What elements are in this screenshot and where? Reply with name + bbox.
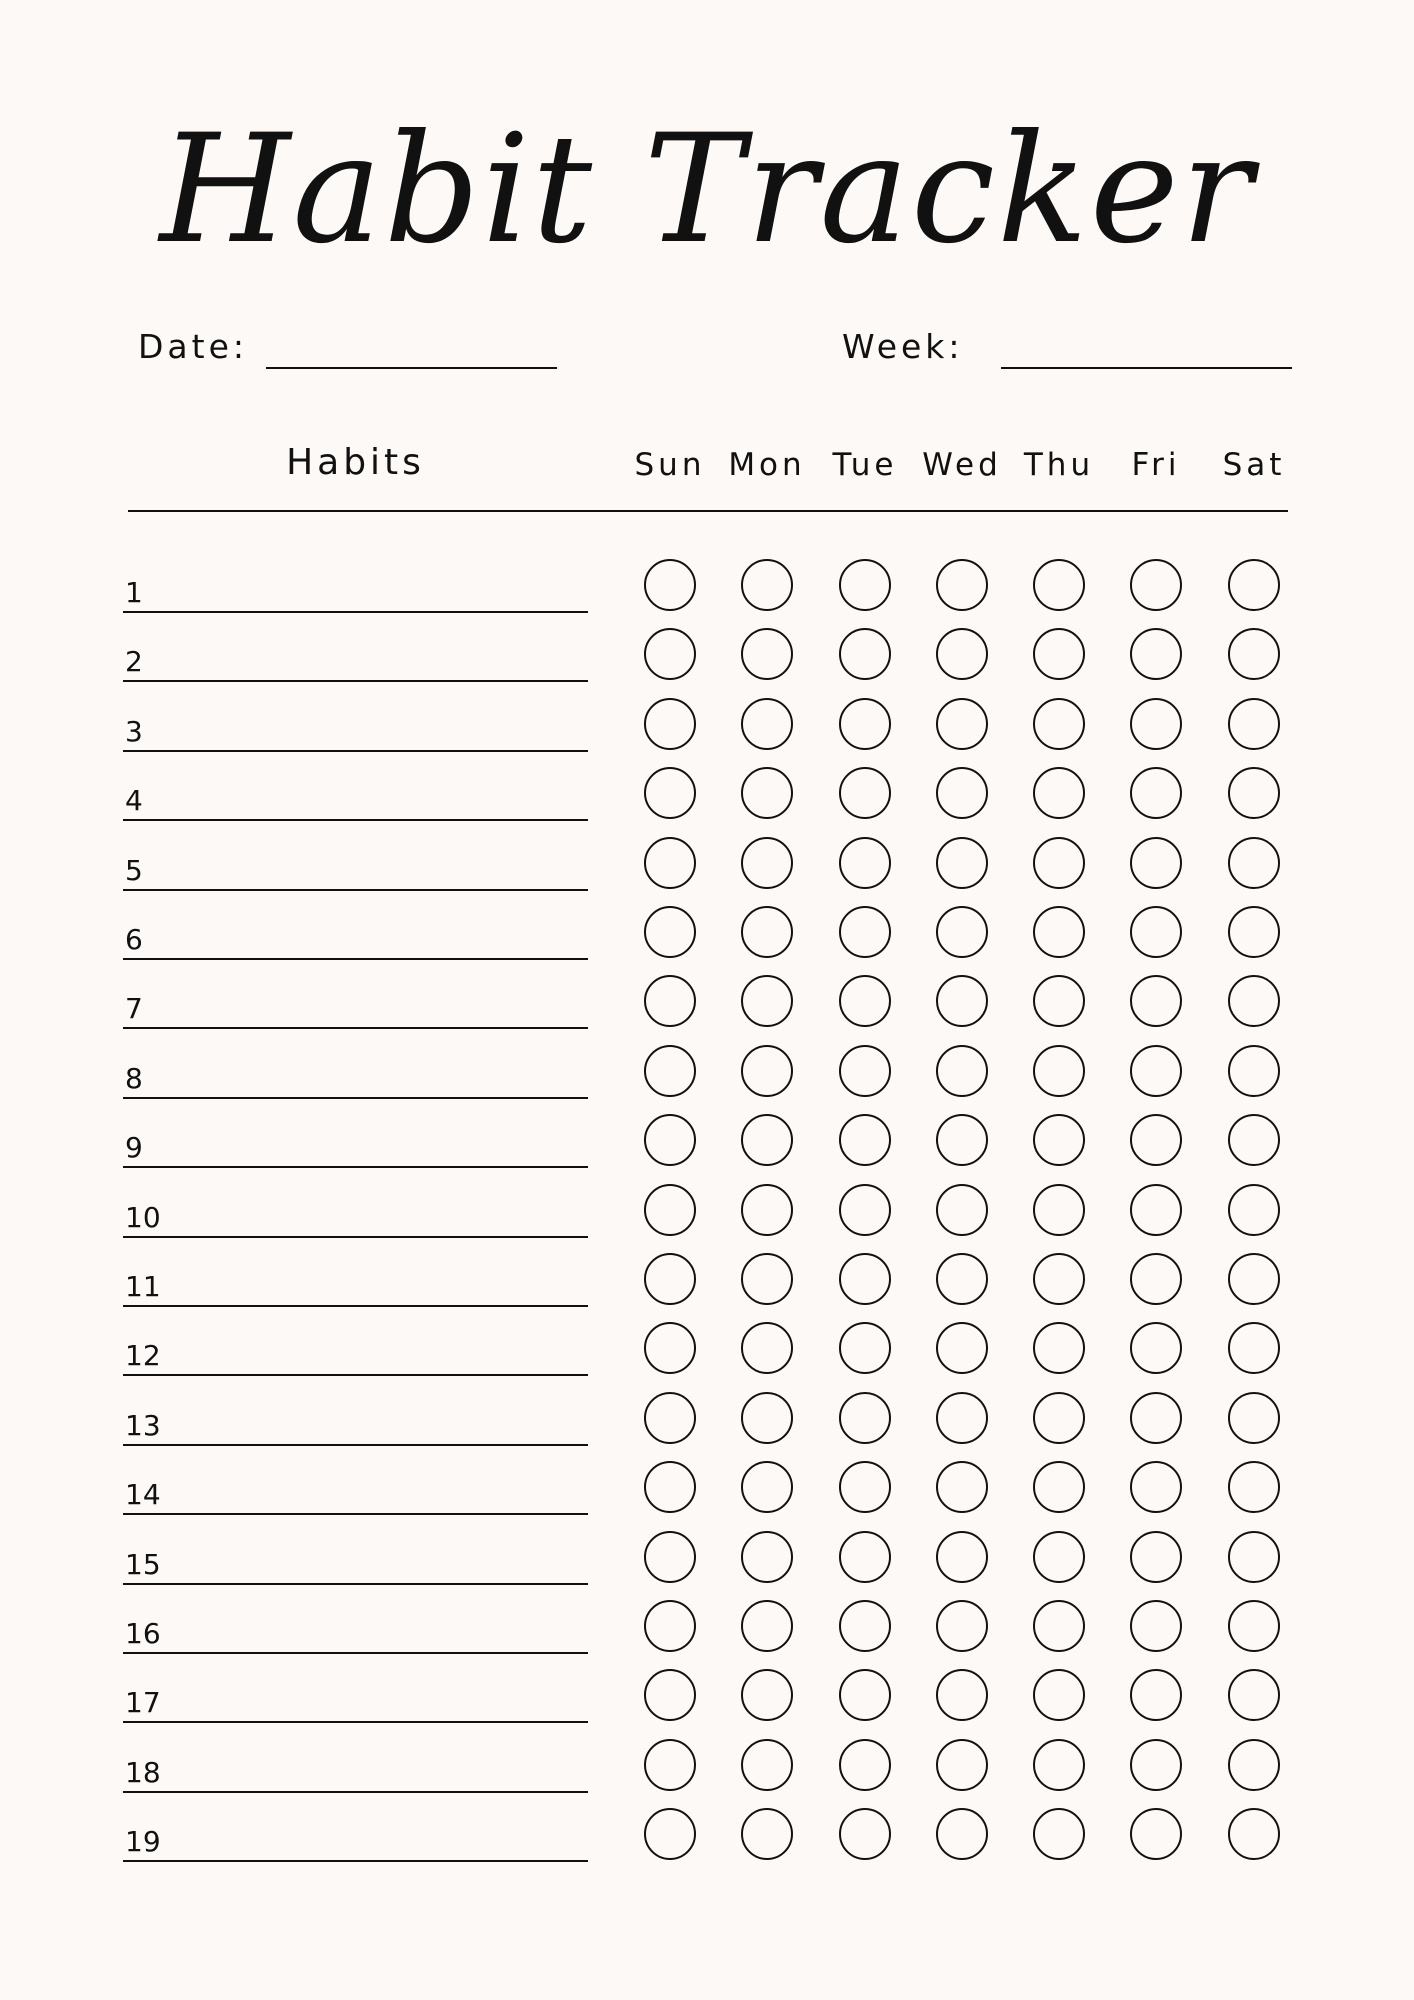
habits-header: Habits bbox=[286, 442, 425, 483]
habit-8-wed-checkbox[interactable] bbox=[936, 1045, 988, 1097]
habit-row-14[interactable] bbox=[123, 1457, 588, 1515]
date-label: Date: bbox=[138, 327, 248, 366]
habit-number: 11 bbox=[125, 1270, 161, 1303]
habit-number: 9 bbox=[125, 1131, 143, 1165]
habit-19-fri-checkbox[interactable] bbox=[1130, 1808, 1182, 1860]
habit-8-tue-checkbox[interactable] bbox=[839, 1045, 891, 1097]
habit-13-fri-checkbox[interactable] bbox=[1130, 1392, 1182, 1444]
habit-4-wed-checkbox[interactable] bbox=[936, 767, 988, 819]
habit-17-sat-checkbox[interactable] bbox=[1228, 1669, 1280, 1721]
habit-17-fri-checkbox[interactable] bbox=[1130, 1669, 1182, 1721]
habit-11-mon-checkbox[interactable] bbox=[741, 1253, 793, 1305]
day-header-fri: Fri bbox=[1131, 447, 1181, 483]
habit-10-fri-checkbox[interactable] bbox=[1130, 1184, 1182, 1236]
week-label: Week: bbox=[842, 327, 964, 366]
habit-2-mon-checkbox[interactable] bbox=[741, 628, 793, 680]
habit-number: 3 bbox=[125, 714, 143, 748]
habit-14-sun-checkbox[interactable] bbox=[644, 1461, 696, 1513]
habit-12-mon-checkbox[interactable] bbox=[741, 1322, 793, 1374]
habit-17-thu-checkbox[interactable] bbox=[1033, 1669, 1085, 1721]
habit-row-15[interactable] bbox=[123, 1527, 588, 1585]
habit-number: 14 bbox=[125, 1478, 161, 1512]
habit-number: 12 bbox=[125, 1339, 161, 1373]
habit-1-sun-checkbox[interactable] bbox=[644, 559, 696, 611]
day-header-sat: Sat bbox=[1222, 447, 1286, 483]
habit-19-wed-checkbox[interactable] bbox=[936, 1808, 988, 1860]
habit-14-thu-checkbox[interactable] bbox=[1033, 1461, 1085, 1513]
habit-12-wed-checkbox[interactable] bbox=[936, 1322, 988, 1374]
day-header-thu: Thu bbox=[1023, 447, 1095, 483]
habit-7-sun-checkbox[interactable] bbox=[644, 975, 696, 1027]
habit-5-sun-checkbox[interactable] bbox=[644, 837, 696, 889]
habit-9-wed-checkbox[interactable] bbox=[936, 1114, 988, 1166]
habit-4-fri-checkbox[interactable] bbox=[1130, 767, 1182, 819]
habit-13-wed-checkbox[interactable] bbox=[936, 1392, 988, 1444]
day-header-mon: Mon bbox=[728, 447, 806, 483]
habit-8-sat-checkbox[interactable] bbox=[1228, 1045, 1280, 1097]
habit-row-6[interactable] bbox=[123, 902, 588, 960]
habit-6-wed-checkbox[interactable] bbox=[936, 906, 988, 958]
habit-16-thu-checkbox[interactable] bbox=[1033, 1600, 1085, 1652]
day-header-tue: Tue bbox=[832, 447, 898, 483]
habit-7-mon-checkbox[interactable] bbox=[741, 975, 793, 1027]
habit-7-wed-checkbox[interactable] bbox=[936, 975, 988, 1027]
habit-8-thu-checkbox[interactable] bbox=[1033, 1045, 1085, 1097]
habit-number: 18 bbox=[125, 1755, 161, 1789]
habit-4-sun-checkbox[interactable] bbox=[644, 767, 696, 819]
day-header-wed: Wed bbox=[922, 447, 1002, 483]
habit-2-thu-checkbox[interactable] bbox=[1033, 628, 1085, 680]
habit-number: 13 bbox=[125, 1408, 161, 1442]
habit-13-tue-checkbox[interactable] bbox=[839, 1392, 891, 1444]
habit-3-thu-checkbox[interactable] bbox=[1033, 698, 1085, 750]
habit-row-8[interactable] bbox=[123, 1041, 588, 1099]
habit-4-mon-checkbox[interactable] bbox=[741, 767, 793, 819]
habit-number: 19 bbox=[125, 1825, 161, 1859]
habit-5-mon-checkbox[interactable] bbox=[741, 837, 793, 889]
habit-9-fri-checkbox[interactable] bbox=[1130, 1114, 1182, 1166]
habit-9-sun-checkbox[interactable] bbox=[644, 1114, 696, 1166]
habit-6-mon-checkbox[interactable] bbox=[741, 906, 793, 958]
habit-number: 6 bbox=[125, 923, 143, 956]
week-field[interactable] bbox=[1001, 367, 1292, 369]
habit-12-sun-checkbox[interactable] bbox=[644, 1322, 696, 1374]
habit-19-thu-checkbox[interactable] bbox=[1033, 1808, 1085, 1860]
habit-14-mon-checkbox[interactable] bbox=[741, 1461, 793, 1513]
habit-6-sun-checkbox[interactable] bbox=[644, 906, 696, 958]
habit-16-sat-checkbox[interactable] bbox=[1228, 1600, 1280, 1652]
habit-19-mon-checkbox[interactable] bbox=[741, 1808, 793, 1860]
habit-number: 4 bbox=[125, 784, 143, 818]
habit-number: 1 bbox=[125, 576, 143, 609]
habit-16-fri-checkbox[interactable] bbox=[1130, 1600, 1182, 1652]
habit-17-mon-checkbox[interactable] bbox=[741, 1669, 793, 1721]
habit-row-11[interactable] bbox=[123, 1249, 588, 1307]
habit-13-sun-checkbox[interactable] bbox=[644, 1392, 696, 1444]
habit-4-thu-checkbox[interactable] bbox=[1033, 767, 1085, 819]
habit-7-fri-checkbox[interactable] bbox=[1130, 975, 1182, 1027]
habit-3-sun-checkbox[interactable] bbox=[644, 698, 696, 750]
habit-7-sat-checkbox[interactable] bbox=[1228, 975, 1280, 1027]
habit-12-tue-checkbox[interactable] bbox=[839, 1322, 891, 1374]
habit-13-thu-checkbox[interactable] bbox=[1033, 1392, 1085, 1444]
habit-14-wed-checkbox[interactable] bbox=[936, 1461, 988, 1513]
habit-row-18[interactable] bbox=[123, 1735, 588, 1793]
habit-row-19[interactable] bbox=[123, 1804, 588, 1862]
habit-14-fri-checkbox[interactable] bbox=[1130, 1461, 1182, 1513]
habit-12-fri-checkbox[interactable] bbox=[1130, 1322, 1182, 1374]
habit-13-sat-checkbox[interactable] bbox=[1228, 1392, 1280, 1444]
habit-15-fri-checkbox[interactable] bbox=[1130, 1531, 1182, 1583]
habit-1-sat-checkbox[interactable] bbox=[1228, 559, 1280, 611]
habit-15-sun-checkbox[interactable] bbox=[644, 1531, 696, 1583]
habit-14-sat-checkbox[interactable] bbox=[1228, 1461, 1280, 1513]
habit-3-mon-checkbox[interactable] bbox=[741, 698, 793, 750]
habit-6-thu-checkbox[interactable] bbox=[1033, 906, 1085, 958]
habit-11-tue-checkbox[interactable] bbox=[839, 1253, 891, 1305]
habit-16-sun-checkbox[interactable] bbox=[644, 1600, 696, 1652]
habit-row-2[interactable] bbox=[123, 624, 588, 682]
habit-8-sun-checkbox[interactable] bbox=[644, 1045, 696, 1097]
habit-12-sat-checkbox[interactable] bbox=[1228, 1322, 1280, 1374]
habit-18-tue-checkbox[interactable] bbox=[839, 1739, 891, 1791]
habit-number: 2 bbox=[125, 645, 143, 679]
habit-row-5[interactable] bbox=[123, 833, 588, 891]
habit-18-mon-checkbox[interactable] bbox=[741, 1739, 793, 1791]
habit-3-wed-checkbox[interactable] bbox=[936, 698, 988, 750]
habit-1-thu-checkbox[interactable] bbox=[1033, 559, 1085, 611]
habit-number: 10 bbox=[125, 1200, 161, 1234]
habit-9-thu-checkbox[interactable] bbox=[1033, 1114, 1085, 1166]
habit-15-tue-checkbox[interactable] bbox=[839, 1531, 891, 1583]
habit-13-mon-checkbox[interactable] bbox=[741, 1392, 793, 1444]
habit-15-sat-checkbox[interactable] bbox=[1228, 1531, 1280, 1583]
habit-10-sun-checkbox[interactable] bbox=[644, 1184, 696, 1236]
habit-8-mon-checkbox[interactable] bbox=[741, 1045, 793, 1097]
habit-4-tue-checkbox[interactable] bbox=[839, 767, 891, 819]
habit-number: 8 bbox=[125, 1061, 143, 1095]
habit-10-mon-checkbox[interactable] bbox=[741, 1184, 793, 1236]
habit-1-fri-checkbox[interactable] bbox=[1130, 559, 1182, 611]
habit-10-wed-checkbox[interactable] bbox=[936, 1184, 988, 1236]
habit-2-fri-checkbox[interactable] bbox=[1130, 628, 1182, 680]
habit-15-mon-checkbox[interactable] bbox=[741, 1531, 793, 1583]
habit-7-thu-checkbox[interactable] bbox=[1033, 975, 1085, 1027]
habit-19-sat-checkbox[interactable] bbox=[1228, 1808, 1280, 1860]
habit-9-mon-checkbox[interactable] bbox=[741, 1114, 793, 1166]
habit-19-tue-checkbox[interactable] bbox=[839, 1808, 891, 1860]
habit-15-thu-checkbox[interactable] bbox=[1033, 1531, 1085, 1583]
header-divider bbox=[128, 510, 1288, 512]
habit-2-wed-checkbox[interactable] bbox=[936, 628, 988, 680]
habit-19-sun-checkbox[interactable] bbox=[644, 1808, 696, 1860]
habit-row-3[interactable] bbox=[123, 694, 588, 752]
habit-11-sat-checkbox[interactable] bbox=[1228, 1253, 1280, 1305]
habit-9-sat-checkbox[interactable] bbox=[1228, 1114, 1280, 1166]
habit-8-fri-checkbox[interactable] bbox=[1130, 1045, 1182, 1097]
habit-11-wed-checkbox[interactable] bbox=[936, 1253, 988, 1305]
habit-5-sat-checkbox[interactable] bbox=[1228, 837, 1280, 889]
habit-16-mon-checkbox[interactable] bbox=[741, 1600, 793, 1652]
habit-18-fri-checkbox[interactable] bbox=[1130, 1739, 1182, 1791]
habit-17-wed-checkbox[interactable] bbox=[936, 1669, 988, 1721]
habit-5-fri-checkbox[interactable] bbox=[1130, 837, 1182, 889]
habit-3-sat-checkbox[interactable] bbox=[1228, 698, 1280, 750]
habit-11-fri-checkbox[interactable] bbox=[1130, 1253, 1182, 1305]
habit-number: 17 bbox=[125, 1686, 161, 1720]
habit-18-wed-checkbox[interactable] bbox=[936, 1739, 988, 1791]
habit-6-sat-checkbox[interactable] bbox=[1228, 906, 1280, 958]
habit-row-9[interactable] bbox=[123, 1110, 588, 1168]
habit-17-tue-checkbox[interactable] bbox=[839, 1669, 891, 1721]
habit-1-mon-checkbox[interactable] bbox=[741, 559, 793, 611]
date-field[interactable] bbox=[266, 367, 557, 369]
habit-16-wed-checkbox[interactable] bbox=[936, 1600, 988, 1652]
page-title: Habit Tracker bbox=[159, 103, 1255, 277]
habit-3-fri-checkbox[interactable] bbox=[1130, 698, 1182, 750]
habit-7-tue-checkbox[interactable] bbox=[839, 975, 891, 1027]
habit-row-7[interactable] bbox=[123, 971, 588, 1029]
habit-row-1[interactable] bbox=[123, 555, 588, 613]
habit-10-thu-checkbox[interactable] bbox=[1033, 1184, 1085, 1236]
habit-row-16[interactable] bbox=[123, 1596, 588, 1654]
habit-2-sat-checkbox[interactable] bbox=[1228, 628, 1280, 680]
habit-1-tue-checkbox[interactable] bbox=[839, 559, 891, 611]
habit-row-12[interactable] bbox=[123, 1318, 588, 1376]
habit-1-wed-checkbox[interactable] bbox=[936, 559, 988, 611]
habit-5-thu-checkbox[interactable] bbox=[1033, 837, 1085, 889]
habit-18-sun-checkbox[interactable] bbox=[644, 1739, 696, 1791]
habit-number: 15 bbox=[125, 1547, 161, 1581]
habit-6-fri-checkbox[interactable] bbox=[1130, 906, 1182, 958]
habit-6-tue-checkbox[interactable] bbox=[839, 906, 891, 958]
habit-11-thu-checkbox[interactable] bbox=[1033, 1253, 1085, 1305]
habit-2-sun-checkbox[interactable] bbox=[644, 628, 696, 680]
habit-18-sat-checkbox[interactable] bbox=[1228, 1739, 1280, 1791]
habit-9-tue-checkbox[interactable] bbox=[839, 1114, 891, 1166]
habit-12-thu-checkbox[interactable] bbox=[1033, 1322, 1085, 1374]
habit-16-tue-checkbox[interactable] bbox=[839, 1600, 891, 1652]
habit-number: 7 bbox=[125, 992, 143, 1026]
habit-18-thu-checkbox[interactable] bbox=[1033, 1739, 1085, 1791]
habit-4-sat-checkbox[interactable] bbox=[1228, 767, 1280, 819]
habit-2-tue-checkbox[interactable] bbox=[839, 628, 891, 680]
habit-5-wed-checkbox[interactable] bbox=[936, 837, 988, 889]
habit-17-sun-checkbox[interactable] bbox=[644, 1669, 696, 1721]
habit-number: 5 bbox=[125, 853, 143, 887]
habit-row-10[interactable] bbox=[123, 1180, 588, 1238]
habit-3-tue-checkbox[interactable] bbox=[839, 698, 891, 750]
habit-row-17[interactable] bbox=[123, 1665, 588, 1723]
habit-5-tue-checkbox[interactable] bbox=[839, 837, 891, 889]
habit-number: 16 bbox=[125, 1617, 161, 1650]
habit-row-13[interactable] bbox=[123, 1388, 588, 1446]
habit-row-4[interactable] bbox=[123, 763, 588, 821]
habit-15-wed-checkbox[interactable] bbox=[936, 1531, 988, 1583]
habit-11-sun-checkbox[interactable] bbox=[644, 1253, 696, 1305]
habit-10-sat-checkbox[interactable] bbox=[1228, 1184, 1280, 1236]
habit-14-tue-checkbox[interactable] bbox=[839, 1461, 891, 1513]
day-header-sun: Sun bbox=[634, 447, 706, 483]
habit-10-tue-checkbox[interactable] bbox=[839, 1184, 891, 1236]
